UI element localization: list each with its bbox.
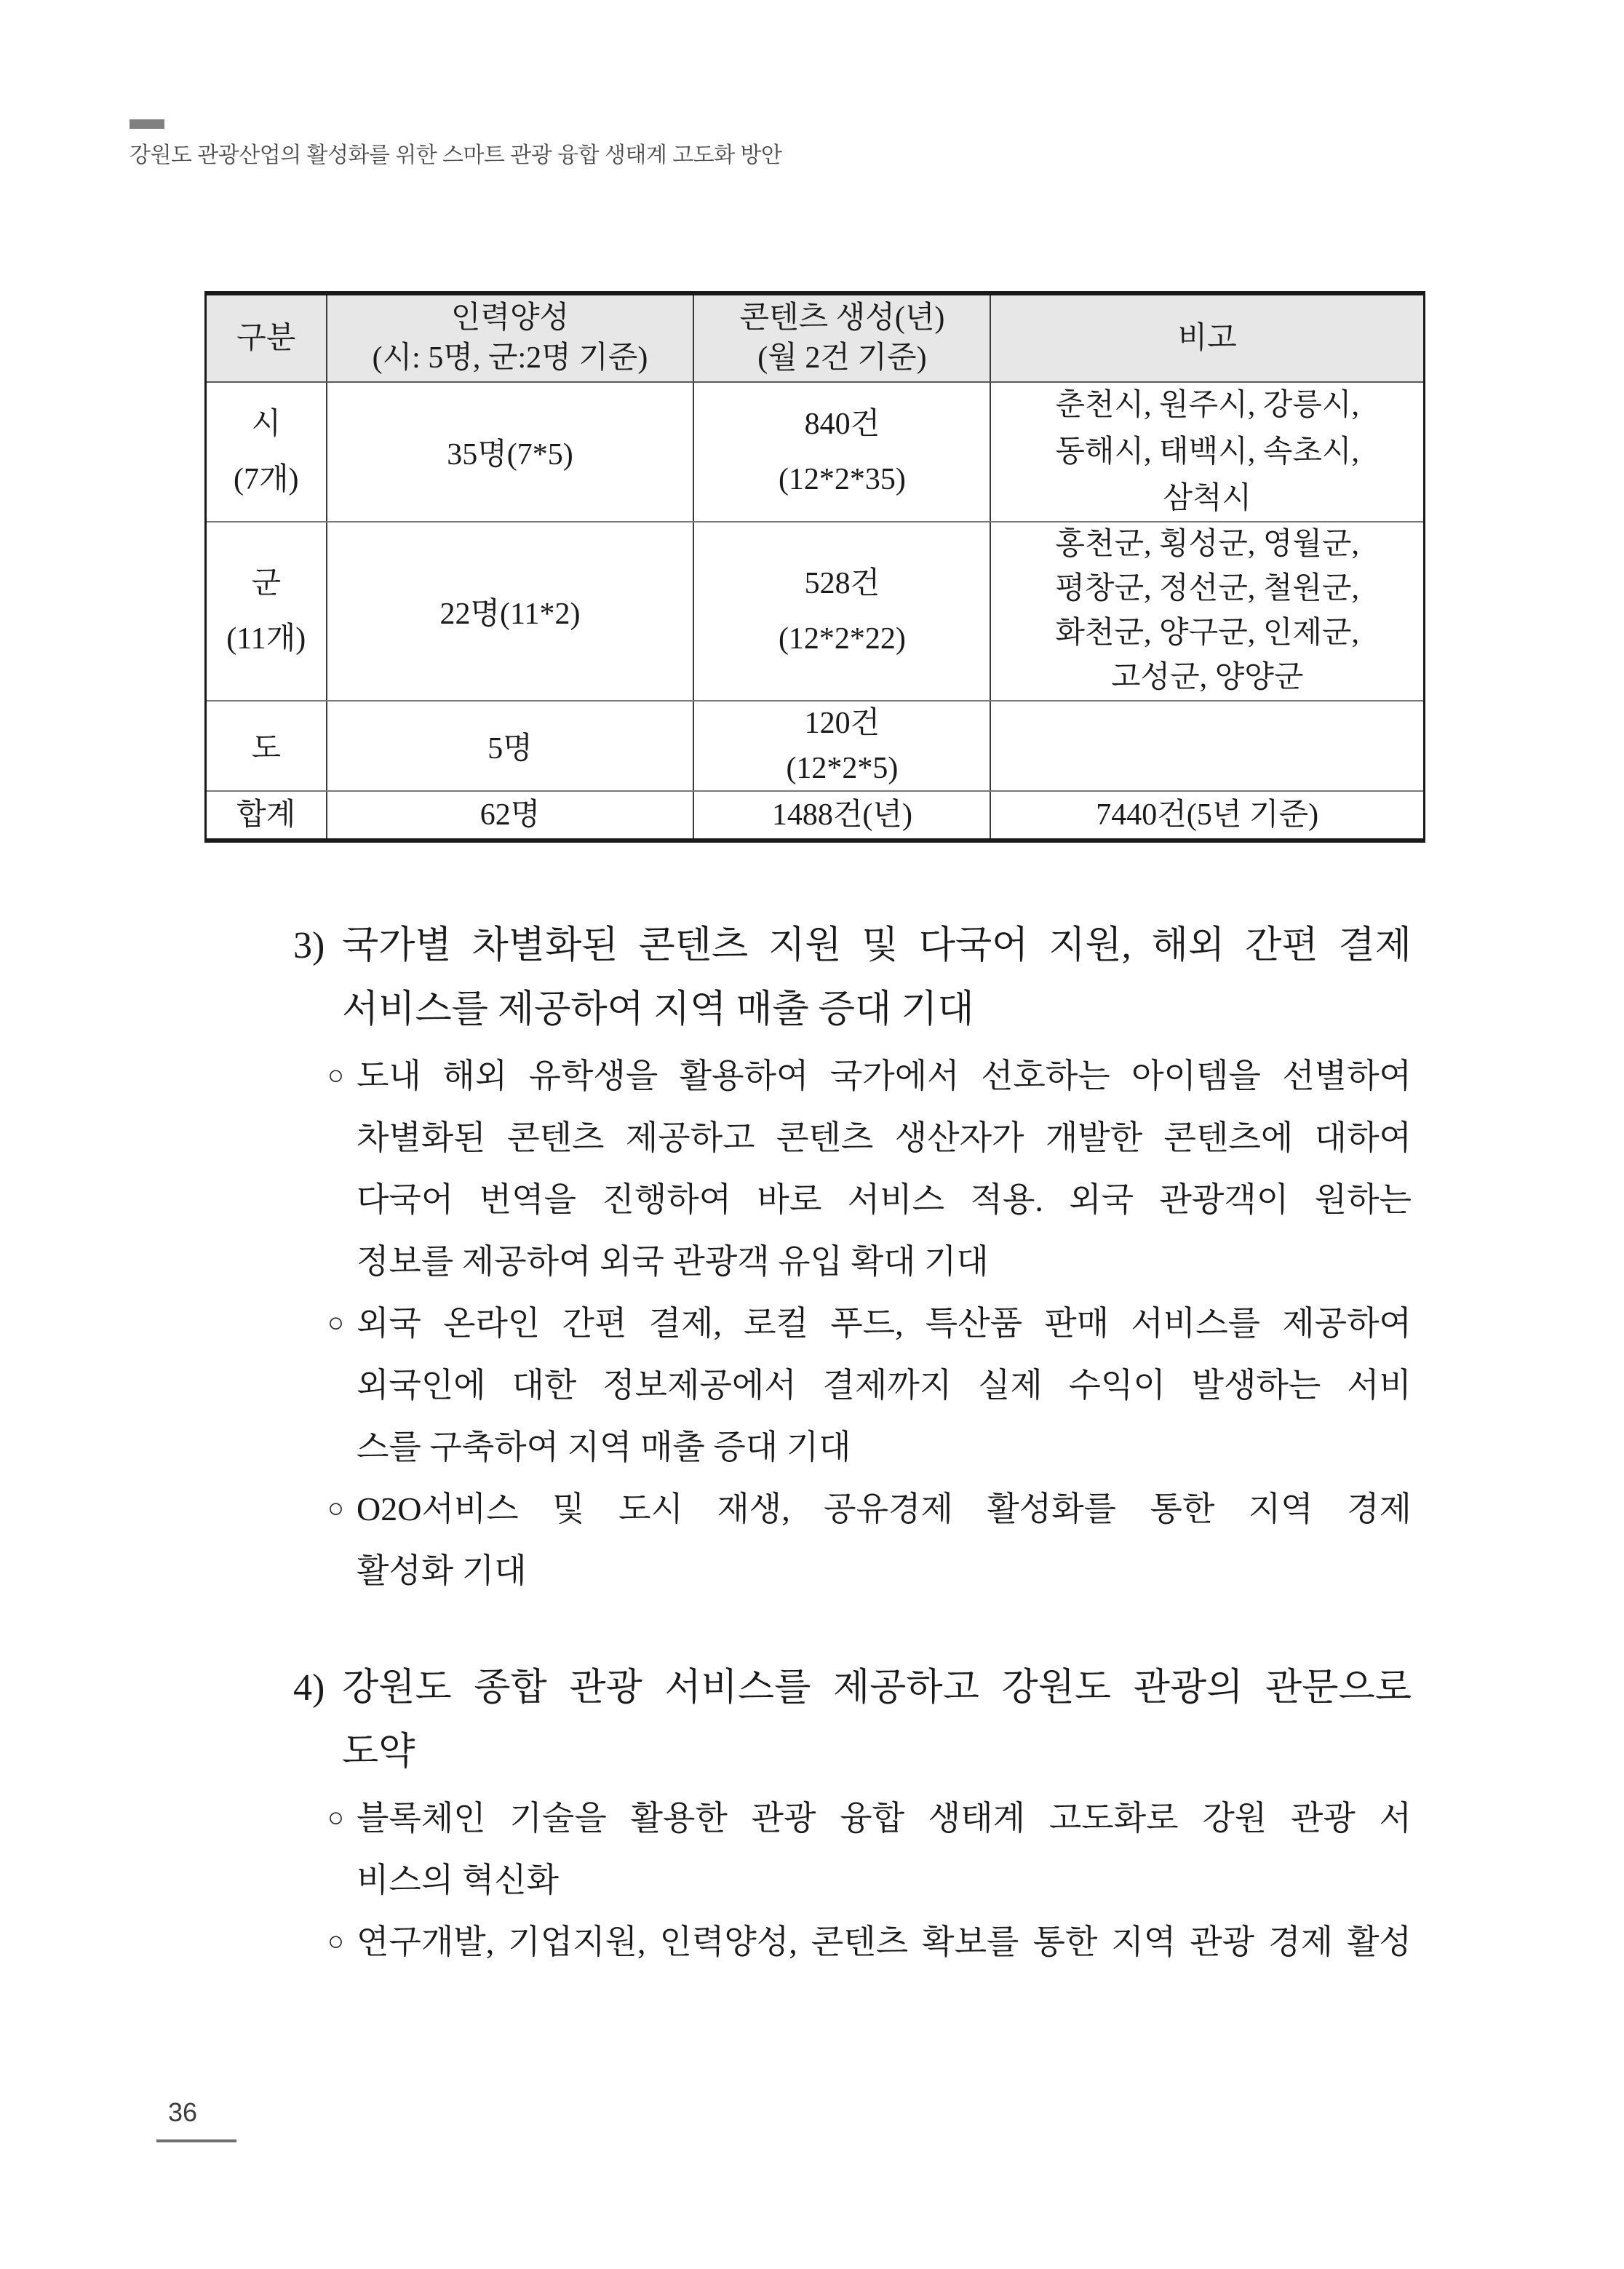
cell-manpower: 22명(11*2): [327, 522, 695, 700]
cell-content: [694, 702, 991, 790]
manpower-content-table: [204, 291, 1425, 843]
header-label: 인력양성: [450, 301, 570, 335]
cell-text: 528건: [804, 567, 880, 600]
header-sublabel: (월 2건 기준): [757, 341, 927, 375]
text-line: 연구개발, 기업지원, 인력양성, 콘텐츠 확보를 통한 지역 관광 경제 활성: [357, 1923, 1412, 1960]
bullet-text: [357, 1478, 1412, 1602]
body-content: [293, 914, 1412, 1973]
header-cell-note: [991, 295, 1423, 381]
page-number-rule: [156, 2139, 236, 2142]
header-sublabel: (시: 5명, 군:2명 기준): [372, 341, 648, 375]
table-header-row: [207, 295, 1423, 383]
section-number: 4): [293, 1667, 325, 1709]
bullet-text: [357, 1911, 1412, 1973]
text-line: 활성화 기대: [357, 1552, 527, 1589]
page-number: 36: [168, 2097, 198, 2127]
cell-text: 동해시, 태백시, 속초시,: [1055, 435, 1359, 469]
table-row-total: [207, 792, 1423, 838]
header-accent-bar: [130, 119, 164, 129]
text-line: 외국인에 대한 정보제공에서 결제까지 실제 수익이 발생하는 서비: [357, 1367, 1412, 1404]
bullet-text: [357, 1787, 1412, 1911]
header-label: 구분: [236, 321, 296, 355]
cell-text: 평창군, 정선군, 철원군,: [1055, 572, 1359, 605]
cell-text: (12*2*5): [786, 752, 899, 785]
circle-bullet-icon: ○: [327, 1060, 344, 1091]
cell-text: 840건: [804, 408, 880, 441]
cell-note: [991, 383, 1423, 521]
text-line: 차별화된 콘텐츠 제공하고 콘텐츠 생산자가 개발한 콘텐츠에 대하여: [357, 1119, 1412, 1156]
cell-text: 춘천시, 원주시, 강릉시,: [1055, 389, 1359, 422]
header-label: 콘텐츠 생성(년): [739, 301, 945, 335]
text-line: 정보를 제공하여 외국 관광객 유입 확대 기대: [357, 1243, 989, 1280]
cell-note: 7440건(5년 기준): [1096, 798, 1319, 832]
bullet-item: [327, 1045, 1412, 1292]
text-line: 서비스를 제공하여 지역 매출 증대 기대: [342, 989, 974, 1030]
cell-text: (11개): [226, 622, 306, 656]
circle-bullet-icon: ○: [327, 1493, 344, 1524]
cell-note: [991, 522, 1423, 700]
text-line: 스를 구축하여 지역 매출 증대 기대: [357, 1428, 851, 1466]
section-bullets: [327, 1787, 1412, 1973]
cell-manpower: 5명: [327, 702, 695, 790]
table-row-gun: [207, 522, 1423, 702]
cell-manpower: 35명(7*5): [327, 383, 695, 521]
cell-text: 화천군, 양구군, 인제군,: [1055, 616, 1359, 650]
cell-text: 시: [251, 408, 282, 441]
header-label: 비고: [1177, 321, 1237, 355]
cell-category: [207, 383, 327, 521]
cell-content: [694, 383, 991, 521]
circle-bullet-icon: ○: [327, 1926, 344, 1957]
circle-bullet-icon: ○: [327, 1308, 344, 1338]
cell-text: 고성군, 양양군: [1110, 661, 1304, 694]
cell-manpower: 62명: [327, 792, 695, 838]
cell-text: (12*2*35): [778, 463, 906, 496]
bullet-text: [357, 1045, 1412, 1292]
header-cell-manpower: [327, 295, 695, 381]
text-line: 비스의 혁신화: [357, 1861, 560, 1899]
section-heading: [293, 914, 1412, 1042]
cell-note: [991, 702, 1423, 790]
text-line: 다국어 번역을 진행하여 바로 서비스 적용. 외국 관광객이 원하는: [357, 1181, 1412, 1218]
section-bullets: [327, 1045, 1412, 1602]
cell-text: 삼척시: [1163, 482, 1252, 515]
cell-text: 홍천군, 횡성군, 영월군,: [1055, 528, 1359, 561]
section-title: [342, 914, 1412, 1042]
cell-text: 120건: [804, 707, 880, 740]
header-cell-category: [207, 295, 327, 381]
text-line: 외국 온라인 간편 결제, 로컬 푸드, 특산품 판매 서비스를 제공하여: [357, 1305, 1412, 1342]
cell-text: 도: [251, 732, 282, 766]
cell-content: 1488건(년): [694, 792, 991, 838]
cell-category: 합계: [207, 792, 327, 838]
text-line: 도약: [342, 1731, 415, 1773]
cell-category: [207, 702, 327, 790]
document-title: 강원도 관광산업의 활성화를 위한 스마트 관광 융합 생태계 고도화 방안: [130, 143, 782, 167]
cell-category: [207, 522, 327, 700]
cell-content: [694, 522, 991, 700]
text-line: 강원도 종합 관광 서비스를 제공하고 강원도 관광의 관문으로: [342, 1667, 1412, 1709]
running-head: [130, 119, 781, 168]
bullet-item: [327, 1478, 1412, 1602]
header-cell-content: [694, 295, 991, 381]
circle-bullet-icon: ○: [327, 1803, 344, 1833]
text-line: O2O서비스 및 도시 재생, 공유경제 활성화를 통한 지역 경제: [357, 1490, 1412, 1527]
cell-text: 군: [251, 567, 282, 600]
cell-text: (7개): [233, 463, 299, 496]
section-number: 3): [293, 925, 325, 966]
section-heading: [293, 1656, 1412, 1784]
bullet-item: [327, 1911, 1412, 1973]
text-line: 블록체인 기술을 활용한 관광 융합 생태계 고도화로 강원 관광 서: [357, 1800, 1412, 1837]
bullet-item: [327, 1292, 1412, 1478]
table-row-do: [207, 702, 1423, 792]
bullet-text: [357, 1292, 1412, 1478]
section-4: [293, 1656, 1412, 1973]
bullet-item: [327, 1787, 1412, 1911]
table-row-si: [207, 383, 1423, 522]
text-line: 도내 해외 유학생을 활용하여 국가에서 선호하는 아이템을 선별하여: [357, 1057, 1412, 1094]
text-line: 국가별 차별화된 콘텐츠 지원 및 다국어 지원, 해외 간편 결제: [342, 925, 1412, 966]
section-title: [342, 1656, 1412, 1784]
section-3: [293, 914, 1412, 1602]
cell-text: (12*2*22): [778, 622, 906, 656]
